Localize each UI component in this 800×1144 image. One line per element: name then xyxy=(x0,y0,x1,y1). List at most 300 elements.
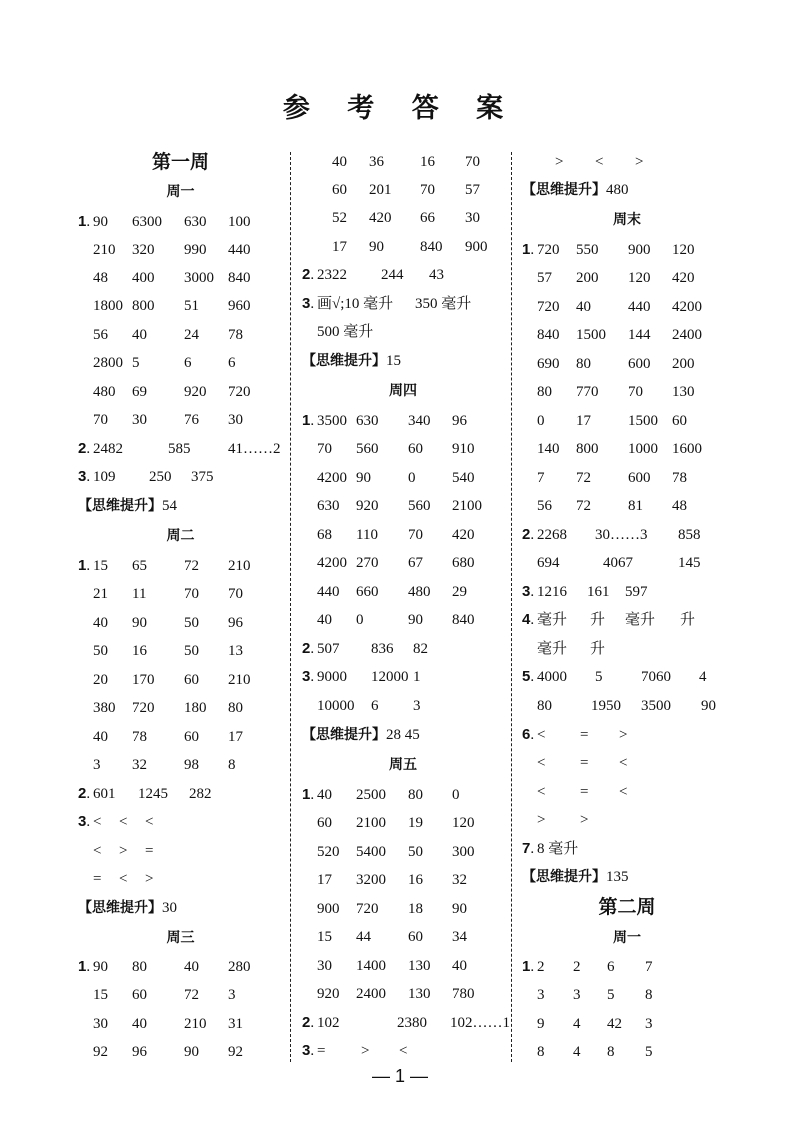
answer-cell: 70 xyxy=(465,154,480,170)
answer-row xyxy=(302,261,504,289)
answer-cell: 50 xyxy=(408,844,423,860)
answer-cell: 282 xyxy=(189,786,212,802)
answer-row xyxy=(302,866,504,894)
answer-cell: 8 xyxy=(228,757,236,773)
answer-cell: 507 xyxy=(317,641,340,657)
answer-row xyxy=(78,463,283,491)
answer-row xyxy=(78,236,283,264)
answer-row xyxy=(522,464,732,492)
answer-cell: < xyxy=(93,843,102,859)
answer-cell: 560 xyxy=(408,498,431,514)
answer-cell: 2380 xyxy=(397,1015,427,1031)
answer-cell: 78 xyxy=(672,470,687,486)
answer-row xyxy=(302,809,504,837)
answer-cell: 6 xyxy=(607,959,615,975)
answer-cell: 57 xyxy=(537,270,552,286)
answer-cell: 11 xyxy=(132,586,147,602)
answer-row xyxy=(522,378,732,406)
answer-cell: 32 xyxy=(452,872,467,888)
answer-cell: 770 xyxy=(576,384,599,400)
question-number: 2. xyxy=(302,266,315,283)
answer-cell: 840 xyxy=(228,270,251,286)
answer-cell: 600 xyxy=(628,470,651,486)
answer-cell: 920 xyxy=(317,986,340,1002)
answer-cell: 81 xyxy=(628,498,643,514)
answer-cell: 82 xyxy=(413,641,428,657)
thinking-value: 30 xyxy=(162,900,177,916)
answer-cell: 56 xyxy=(93,327,108,343)
answer-cell: 440 xyxy=(628,299,651,315)
answer-cell: 40 xyxy=(184,959,199,975)
answer-cell: 30 xyxy=(132,412,147,428)
answer-row xyxy=(302,838,504,866)
answer-row xyxy=(522,1010,732,1038)
answer-row xyxy=(78,406,283,434)
answer-cell: 升 xyxy=(680,612,696,628)
answer-cell: 660 xyxy=(356,584,379,600)
question-number: 4. xyxy=(522,611,535,628)
answer-row xyxy=(78,981,283,1009)
answer-cell: 0 xyxy=(537,413,545,429)
answer-cell: > xyxy=(580,812,589,828)
answer-cell: 24 xyxy=(184,327,199,343)
answer-cell: 0 xyxy=(408,470,416,486)
answer-row xyxy=(78,751,283,779)
answer-cell: 144 xyxy=(628,327,651,343)
answer-column-3 xyxy=(522,148,732,1058)
answer-row xyxy=(78,292,283,320)
answer-cell: 98 xyxy=(184,757,199,773)
answer-cell: 2 xyxy=(537,959,545,975)
thinking-answer xyxy=(302,721,420,749)
answer-cell: 80 xyxy=(537,384,552,400)
question-number: 1. xyxy=(302,786,315,803)
answer-row xyxy=(78,580,283,608)
question-number: 3. xyxy=(78,813,91,830)
answer-cell: 升 xyxy=(590,641,606,657)
answer-cell: 5 xyxy=(132,355,140,371)
answer-row xyxy=(78,378,283,406)
answer-cell: 420 xyxy=(369,210,392,226)
answer-row xyxy=(302,435,504,463)
answer-cell: 630 xyxy=(356,413,379,429)
answer-cell: 170 xyxy=(132,672,155,688)
answer-cell: 4200 xyxy=(317,555,347,571)
thinking-label: 【思维提升】 xyxy=(302,727,386,743)
answer-cell: 110 xyxy=(356,527,378,543)
thinking-value: 15 xyxy=(386,353,401,369)
answer-cell: 540 xyxy=(452,470,475,486)
answer-cell: > xyxy=(145,871,154,887)
day-heading: 周一 xyxy=(166,184,195,200)
answer-row xyxy=(522,692,732,720)
answer-cell: 20 xyxy=(93,672,108,688)
answer-cell: 92 xyxy=(93,1044,108,1060)
answer-row xyxy=(302,521,504,549)
answer-row xyxy=(78,435,283,463)
answer-row xyxy=(302,290,504,318)
answer-row xyxy=(522,321,732,349)
answer-cell: 70 xyxy=(228,586,243,602)
answer-cell: 34 xyxy=(452,929,467,945)
answer-cell: 100 xyxy=(228,214,251,230)
answer-cell: < xyxy=(119,814,128,830)
answer-cell: 480 xyxy=(93,384,116,400)
answer-cell: 5 xyxy=(645,1044,653,1060)
answer-cell: 4000 xyxy=(537,669,567,685)
answer-cell: 92 xyxy=(228,1044,243,1060)
answer-cell: 40 xyxy=(93,615,108,631)
answer-cell: 375 xyxy=(191,469,214,485)
answer-cell: 毫升 xyxy=(625,612,656,628)
answer-cell: 1800 xyxy=(93,298,123,314)
answer-cell: 840 xyxy=(452,612,475,628)
thinking-answer xyxy=(522,176,629,204)
answer-cell: 16 xyxy=(420,154,435,170)
answer-cell: 10000 xyxy=(317,698,355,714)
answer-cell: 1000 xyxy=(628,441,658,457)
answer-cell: 440 xyxy=(317,584,340,600)
answer-cell: 70 xyxy=(184,586,199,602)
answer-cell: = xyxy=(580,727,589,743)
day-heading: 周四 xyxy=(389,383,417,399)
answer-cell: 升 xyxy=(590,612,606,628)
answer-row xyxy=(522,835,732,863)
answer-cell: 44 xyxy=(356,929,371,945)
answer-cell: 270 xyxy=(356,555,379,571)
answer-cell: 720 xyxy=(132,700,155,716)
column-divider xyxy=(511,152,512,1062)
answer-cell: 350 毫升 xyxy=(415,296,472,312)
answer-cell: 80 xyxy=(576,356,591,372)
answer-cell: 78 xyxy=(228,327,243,343)
answer-row xyxy=(522,435,732,463)
answer-cell: 550 xyxy=(576,242,599,258)
thinking-answer xyxy=(522,863,629,891)
day-heading: 周一 xyxy=(613,930,641,946)
answer-row xyxy=(78,208,283,236)
answer-cell: 毫升 xyxy=(537,641,568,657)
question-number: 1. xyxy=(302,412,315,429)
answer-cell: < xyxy=(399,1043,408,1059)
answer-cell: 32 xyxy=(132,757,147,773)
page-number: — 1 — xyxy=(371,1066,428,1086)
answer-cell: 130 xyxy=(408,986,431,1002)
answer-cell: 60 xyxy=(317,815,332,831)
answer-row xyxy=(522,236,732,264)
answer-cell: 90 xyxy=(184,1044,199,1060)
answer-cell: 70 xyxy=(93,412,108,428)
answer-cell: 80 xyxy=(537,698,552,714)
answer-cell: 102 xyxy=(317,1015,340,1031)
answer-cell: 76 xyxy=(184,412,199,428)
answer-row xyxy=(302,692,504,720)
answer-row xyxy=(522,663,732,691)
answer-cell: 70 xyxy=(317,441,332,457)
answer-cell: 60 xyxy=(672,413,687,429)
answer-cell: 52 xyxy=(332,210,347,226)
answer-cell: 16 xyxy=(408,872,423,888)
answer-cell: 145 xyxy=(678,555,701,571)
answer-cell: 200 xyxy=(672,356,695,372)
answer-cell: 60 xyxy=(408,929,423,945)
answer-cell: 694 xyxy=(537,555,560,571)
answer-cell: = xyxy=(93,871,102,887)
answer-cell: 109 xyxy=(93,469,116,485)
answer-cell: 900 xyxy=(317,901,340,917)
answer-cell: 66 xyxy=(420,210,435,226)
answer-cell: 420 xyxy=(672,270,695,286)
answer-cell: > xyxy=(537,812,546,828)
answer-cell: 72 xyxy=(576,470,591,486)
answer-cell: 130 xyxy=(672,384,695,400)
answer-cell: 0 xyxy=(356,612,364,628)
answer-cell: 50 xyxy=(93,643,108,659)
answer-row xyxy=(78,723,283,751)
answer-cell: 320 xyxy=(132,242,155,258)
answer-cell: 130 xyxy=(408,958,431,974)
answer-cell: 1400 xyxy=(356,958,386,974)
answer-cell: 480 xyxy=(408,584,431,600)
answer-cell: 340 xyxy=(408,413,431,429)
answer-cell: 2800 xyxy=(93,355,123,371)
answer-cell: 29 xyxy=(452,584,467,600)
answer-row xyxy=(302,635,504,663)
answer-cell: 400 xyxy=(132,270,155,286)
answer-cell: 40 xyxy=(576,299,591,315)
answer-cell: 900 xyxy=(628,242,651,258)
answer-cell: 960 xyxy=(228,298,251,314)
question-number: 3. xyxy=(302,295,315,312)
thinking-label: 【思维提升】 xyxy=(78,498,162,514)
question-number: 3. xyxy=(78,468,91,485)
answer-cell: = xyxy=(580,784,589,800)
answer-row xyxy=(302,464,504,492)
answer-row xyxy=(302,233,504,261)
answer-cell: 910 xyxy=(452,441,475,457)
answer-cell: > xyxy=(361,1043,370,1059)
answer-cell: < xyxy=(537,727,546,743)
answer-cell: 630 xyxy=(317,498,340,514)
answer-row xyxy=(78,666,283,694)
answer-cell: 2268 xyxy=(537,527,567,543)
question-number: 5. xyxy=(522,668,535,685)
answer-cell: 200 xyxy=(576,270,599,286)
answer-row xyxy=(302,663,504,691)
answer-cell: 4200 xyxy=(317,470,347,486)
answer-cell: < xyxy=(93,814,102,830)
answer-cell: 2500 xyxy=(356,787,386,803)
answer-column-2 xyxy=(302,148,510,1059)
answer-cell: 5 xyxy=(607,987,615,1003)
answer-row xyxy=(302,606,504,634)
answer-cell: 900 xyxy=(465,239,488,255)
answer-cell: 210 xyxy=(184,1016,207,1032)
answer-row xyxy=(78,837,283,865)
answer-cell: 30 xyxy=(465,210,480,226)
answer-row xyxy=(522,492,732,520)
answer-cell: 16 xyxy=(132,643,147,659)
answer-row xyxy=(302,1037,504,1065)
answer-cell: 60 xyxy=(332,182,347,198)
answer-row xyxy=(522,721,732,749)
answer-cell: > xyxy=(619,727,628,743)
answer-cell: 7 xyxy=(645,959,653,975)
answer-cell: > xyxy=(555,154,564,170)
answer-cell: 140 xyxy=(537,441,560,457)
answer-cell: 280 xyxy=(228,959,251,975)
answer-cell: 17 xyxy=(228,729,243,745)
day-heading: 周末 xyxy=(613,212,641,228)
answer-cell: 210 xyxy=(93,242,116,258)
thinking-value: 28 45 xyxy=(386,727,420,743)
thinking-value: 54 xyxy=(162,498,177,514)
answer-cell: 40 xyxy=(93,729,108,745)
thinking-answer xyxy=(78,492,177,520)
answer-row xyxy=(78,609,283,637)
answer-row xyxy=(78,637,283,665)
question-number: 1. xyxy=(522,958,535,975)
answer-cell: 1 xyxy=(413,669,421,685)
day-heading: 周二 xyxy=(166,528,195,544)
answer-cell: 31 xyxy=(228,1016,243,1032)
answer-row xyxy=(522,749,732,777)
answer-cell: 90 xyxy=(356,470,371,486)
answer-cell: 161 xyxy=(587,584,610,600)
answer-cell: 2100 xyxy=(356,815,386,831)
question-number: 7. xyxy=(522,840,535,857)
week-heading: 第二周 xyxy=(598,896,656,918)
answer-cell: 210 xyxy=(228,558,251,574)
answer-row xyxy=(302,318,504,346)
answer-cell: 80 xyxy=(132,959,147,975)
answer-cell: 720 xyxy=(537,242,560,258)
answer-row xyxy=(78,552,283,580)
answer-cell: 8 xyxy=(607,1044,615,1060)
answer-cell: 180 xyxy=(184,700,207,716)
answer-cell: 5 xyxy=(595,669,603,685)
answer-cell: 80 xyxy=(228,700,243,716)
answer-row xyxy=(522,407,732,435)
answer-cell: 3500 xyxy=(317,413,347,429)
answer-cell: < xyxy=(537,755,546,771)
answer-cell: 40 xyxy=(452,958,467,974)
answer-cell: 4 xyxy=(573,1016,581,1032)
answer-cell: 1245 xyxy=(138,786,168,802)
answer-cell: 102……1 xyxy=(450,1015,510,1031)
answer-row xyxy=(522,521,732,549)
question-number: 2. xyxy=(302,1014,315,1031)
answer-row xyxy=(78,349,283,377)
answer-row xyxy=(302,549,504,577)
question-number: 2. xyxy=(302,640,315,657)
answer-row xyxy=(522,293,732,321)
answer-cell: 836 xyxy=(371,641,394,657)
answer-row xyxy=(302,980,504,1008)
answer-cell: 40 xyxy=(132,327,147,343)
answer-cell: 9000 xyxy=(317,669,347,685)
answer-cell: 120 xyxy=(672,242,695,258)
answer-cell: 720 xyxy=(537,299,560,315)
answer-row xyxy=(522,1038,732,1066)
answer-cell: 90 xyxy=(701,698,716,714)
question-number: 2. xyxy=(78,785,91,802)
answer-cell: 70 xyxy=(408,527,423,543)
answer-cell: 2400 xyxy=(356,986,386,1002)
answer-cell: 17 xyxy=(576,413,591,429)
answer-cell: < xyxy=(619,784,628,800)
answer-cell: < xyxy=(619,755,628,771)
answer-cell: 0 xyxy=(452,787,460,803)
answer-cell: 380 xyxy=(93,700,116,716)
answer-cell: < xyxy=(537,784,546,800)
answer-cell: < xyxy=(595,154,604,170)
answer-cell: 40 xyxy=(332,154,347,170)
answer-cell: 48 xyxy=(93,270,108,286)
answer-cell: 120 xyxy=(452,815,475,831)
answer-cell: = xyxy=(580,755,589,771)
answer-cell: 244 xyxy=(381,267,404,283)
answer-row xyxy=(522,578,732,606)
answer-cell: 96 xyxy=(132,1044,147,1060)
answer-cell: 520 xyxy=(317,844,340,860)
answer-cell: 30……3 xyxy=(595,527,648,543)
answer-cell: 51 xyxy=(184,298,199,314)
answer-cell: > xyxy=(635,154,644,170)
answer-cell: 4 xyxy=(699,669,707,685)
question-number: 1. xyxy=(78,958,91,975)
answer-cell: 42 xyxy=(607,1016,622,1032)
answer-cell: 40 xyxy=(132,1016,147,1032)
question-number: 2. xyxy=(522,526,535,543)
answer-cell: 600 xyxy=(628,356,651,372)
answer-cell: 2482 xyxy=(93,441,123,457)
answer-cell: 840 xyxy=(537,327,560,343)
answer-cell: 60 xyxy=(184,672,199,688)
answer-cell: 720 xyxy=(356,901,379,917)
answer-cell: 3200 xyxy=(356,872,386,888)
answer-cell: 12000 xyxy=(371,669,409,685)
answer-cell: 3 xyxy=(645,1016,653,1032)
answer-row xyxy=(522,350,732,378)
answer-row xyxy=(302,895,504,923)
answer-cell: 800 xyxy=(132,298,155,314)
answer-cell: 3 xyxy=(573,987,581,1003)
answer-cell: 17 xyxy=(332,239,347,255)
answer-cell: 毫升 xyxy=(537,612,568,628)
answer-cell: 780 xyxy=(452,986,475,1002)
answer-row xyxy=(522,148,732,176)
answer-cell: 858 xyxy=(678,527,701,543)
answer-cell: 70 xyxy=(628,384,643,400)
answer-cell: 80 xyxy=(408,787,423,803)
answer-cell: 840 xyxy=(420,239,443,255)
answer-cell: 57 xyxy=(465,182,480,198)
answer-row xyxy=(78,1010,283,1038)
answer-cell: 13 xyxy=(228,643,243,659)
answer-row xyxy=(302,176,504,204)
answer-cell: 40 xyxy=(317,787,332,803)
question-number: 3. xyxy=(302,1042,315,1059)
answer-row xyxy=(78,321,283,349)
answer-cell: 4067 xyxy=(603,555,633,571)
answer-cell: 60 xyxy=(132,987,147,1003)
answer-cell: 8 xyxy=(645,987,653,1003)
answer-cell: 6 xyxy=(184,355,192,371)
answer-cell: 560 xyxy=(356,441,379,457)
answer-cell: 3 xyxy=(413,698,421,714)
answer-cell: 920 xyxy=(356,498,379,514)
